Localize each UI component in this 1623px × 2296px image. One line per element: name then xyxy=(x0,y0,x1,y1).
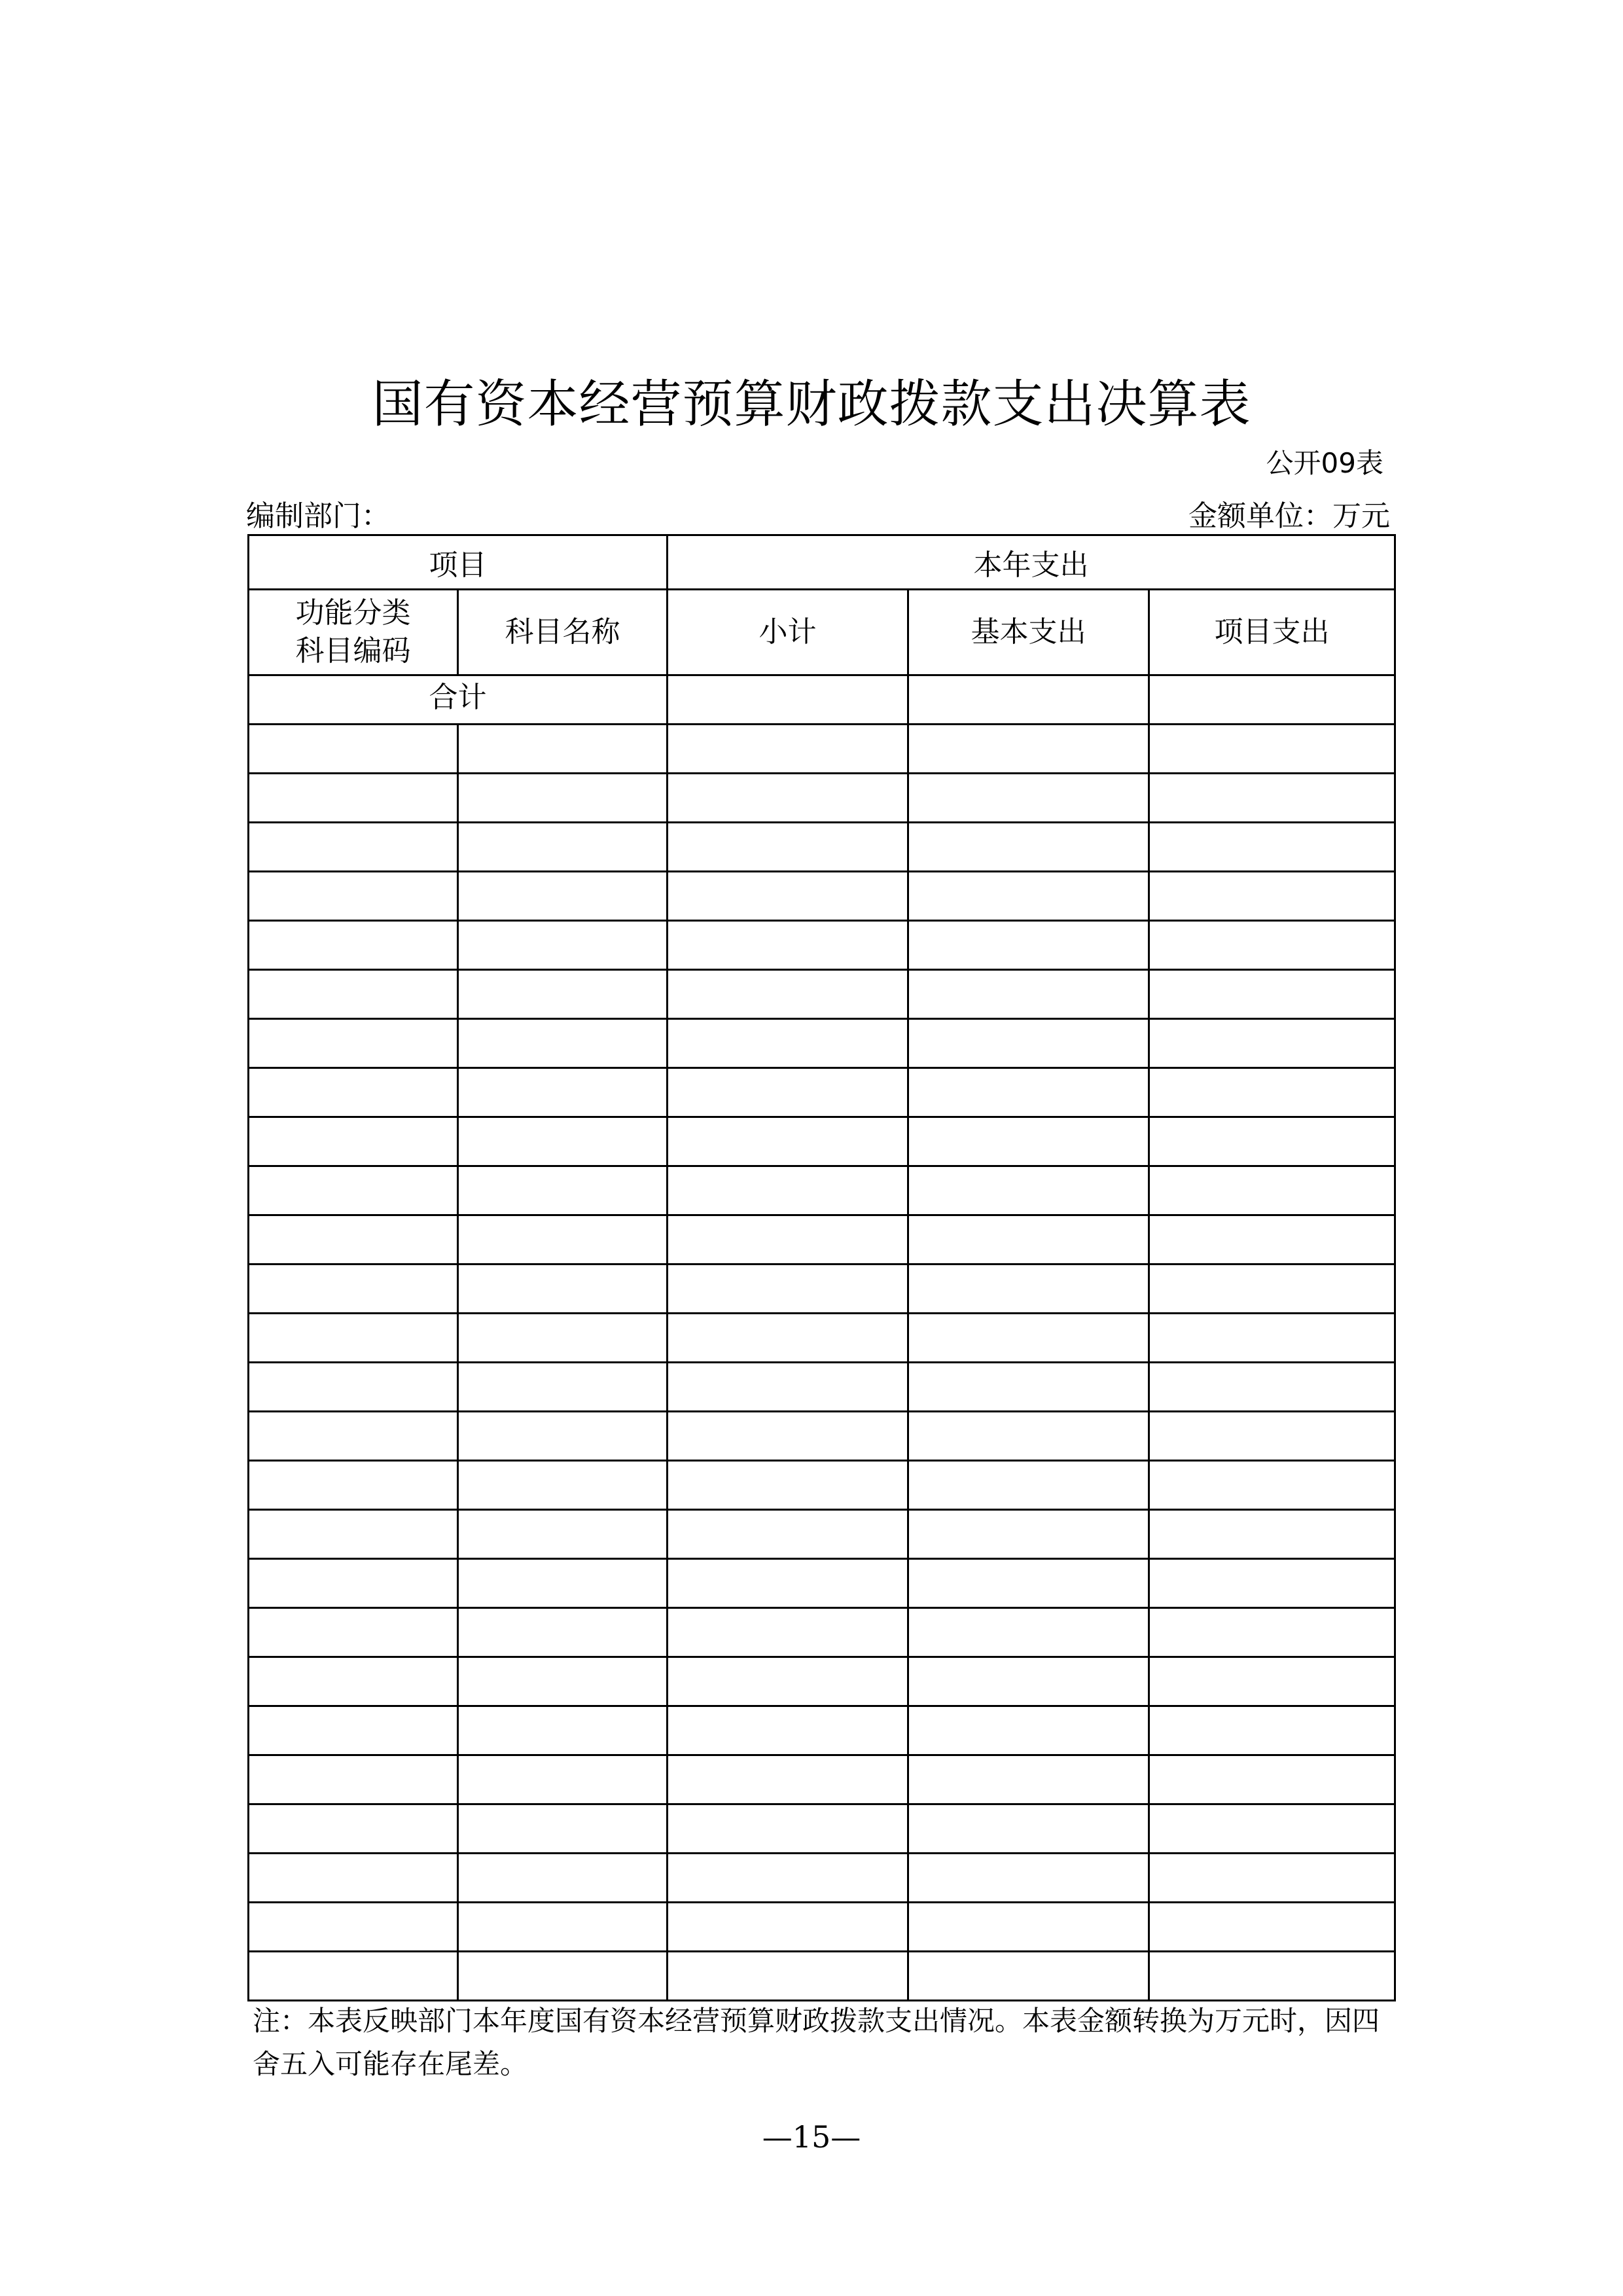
cell-project xyxy=(1149,1461,1395,1510)
table-row xyxy=(249,1314,1395,1363)
cell-project xyxy=(1149,921,1395,970)
cell-code xyxy=(249,1461,458,1510)
cell-project xyxy=(1149,1117,1395,1166)
cell-subtotal xyxy=(668,1461,908,1510)
cell-code xyxy=(249,1068,458,1117)
total-label: 合计 xyxy=(249,675,668,725)
cell-project xyxy=(1149,823,1395,872)
cell-project xyxy=(1149,1804,1395,1854)
table-row xyxy=(249,1854,1395,1903)
table-row xyxy=(249,1510,1395,1559)
cell-code xyxy=(249,1363,458,1412)
table-row xyxy=(249,1657,1395,1706)
cell-subtotal xyxy=(668,1804,908,1854)
table-subheader-row xyxy=(249,590,1395,675)
cell-project xyxy=(1149,1068,1395,1117)
cell-basic xyxy=(908,1510,1149,1559)
table-header-row xyxy=(249,535,1395,590)
cell-subtotal xyxy=(668,1510,908,1559)
table-row xyxy=(249,1363,1395,1412)
cell-code xyxy=(249,921,458,970)
table-row xyxy=(249,1608,1395,1657)
table-row xyxy=(249,1412,1395,1461)
header-item: 项目 xyxy=(249,535,668,590)
expenditure-table xyxy=(247,534,1396,2001)
table-row xyxy=(249,1068,1395,1117)
cell-name xyxy=(458,1510,668,1559)
cell-code xyxy=(249,1117,458,1166)
cell-project xyxy=(1149,1215,1395,1265)
cell-basic xyxy=(908,1363,1149,1412)
cell-code xyxy=(249,1510,458,1559)
total-project-cell xyxy=(1149,675,1395,725)
cell-project xyxy=(1149,1265,1395,1314)
cell-subtotal xyxy=(668,823,908,872)
cell-name xyxy=(458,1117,668,1166)
cell-basic xyxy=(908,970,1149,1019)
cell-project xyxy=(1149,1903,1395,1952)
table-row xyxy=(249,1755,1395,1804)
cell-name xyxy=(458,1755,668,1804)
cell-code xyxy=(249,1166,458,1215)
dept-label: 编制部门： xyxy=(246,499,390,533)
cell-project xyxy=(1149,970,1395,1019)
cell-code xyxy=(249,1706,458,1755)
cell-basic xyxy=(908,1706,1149,1755)
cell-project xyxy=(1149,1706,1395,1755)
cell-code xyxy=(249,1854,458,1903)
cell-subtotal xyxy=(668,1166,908,1215)
cell-subtotal xyxy=(668,1755,908,1804)
cell-project xyxy=(1149,1755,1395,1804)
table-row xyxy=(249,1559,1395,1608)
cell-subtotal xyxy=(668,1657,908,1706)
cell-code xyxy=(249,1608,458,1657)
cell-subtotal xyxy=(668,1215,908,1265)
total-basic-cell xyxy=(908,675,1149,725)
cell-basic xyxy=(908,1755,1149,1804)
cell-subtotal xyxy=(668,1265,908,1314)
cell-code xyxy=(249,1412,458,1461)
table-row xyxy=(249,872,1395,921)
cell-basic xyxy=(908,725,1149,774)
cell-subtotal xyxy=(668,774,908,823)
cell-code xyxy=(249,1903,458,1952)
cell-basic xyxy=(908,1068,1149,1117)
cell-subtotal xyxy=(668,1903,908,1952)
cell-basic xyxy=(908,1215,1149,1265)
table-row xyxy=(249,1804,1395,1854)
cell-project xyxy=(1149,1314,1395,1363)
col-project-expenditure: 项目支出 xyxy=(1149,590,1395,675)
cell-subtotal xyxy=(668,1117,908,1166)
cell-basic xyxy=(908,921,1149,970)
table-row xyxy=(249,725,1395,774)
cell-project xyxy=(1149,1166,1395,1215)
table-row xyxy=(249,1706,1395,1755)
cell-project xyxy=(1149,1657,1395,1706)
cell-project xyxy=(1149,1412,1395,1461)
col-subtotal: 小计 xyxy=(668,590,908,675)
cell-basic xyxy=(908,1461,1149,1510)
table-row xyxy=(249,970,1395,1019)
cell-subtotal xyxy=(668,872,908,921)
table-row xyxy=(249,823,1395,872)
form-code: 公开09表 xyxy=(1266,447,1383,479)
cell-name xyxy=(458,921,668,970)
cell-name xyxy=(458,1166,668,1215)
cell-project xyxy=(1149,1854,1395,1903)
cell-subtotal xyxy=(668,970,908,1019)
cell-name xyxy=(458,1657,668,1706)
col-function-code: 功能分类 科目编码 xyxy=(249,590,458,675)
cell-basic xyxy=(908,823,1149,872)
cell-name xyxy=(458,823,668,872)
cell-subtotal xyxy=(668,1412,908,1461)
cell-basic xyxy=(908,1854,1149,1903)
cell-name xyxy=(458,872,668,921)
cell-code xyxy=(249,1952,458,2001)
footnote: 注：本表反映部门本年度国有资本经营预算财政拨款支出情况。本表金额转换为万元时，因四舍五入可能存在尾差。 xyxy=(253,2005,1380,2080)
cell-code xyxy=(249,1804,458,1854)
cell-name xyxy=(458,1608,668,1657)
col-basic-expenditure: 基本支出 xyxy=(908,590,1149,675)
cell-basic xyxy=(908,872,1149,921)
cell-name xyxy=(458,1019,668,1068)
cell-subtotal xyxy=(668,1608,908,1657)
cell-name xyxy=(458,1412,668,1461)
cell-subtotal xyxy=(668,1559,908,1608)
cell-subtotal xyxy=(668,1019,908,1068)
cell-code xyxy=(249,1019,458,1068)
cell-subtotal xyxy=(668,1314,908,1363)
cell-basic xyxy=(908,774,1149,823)
cell-basic xyxy=(908,1412,1149,1461)
cell-name xyxy=(458,1559,668,1608)
cell-project xyxy=(1149,774,1395,823)
cell-project xyxy=(1149,1019,1395,1068)
header-current-year: 本年支出 xyxy=(668,535,1395,590)
cell-project xyxy=(1149,1952,1395,2001)
cell-subtotal xyxy=(668,921,908,970)
cell-project xyxy=(1149,1608,1395,1657)
cell-code xyxy=(249,1265,458,1314)
page-number: —15— xyxy=(762,2119,861,2155)
cell-name xyxy=(458,1215,668,1265)
cell-project xyxy=(1149,872,1395,921)
cell-name xyxy=(458,1314,668,1363)
cell-name xyxy=(458,1804,668,1854)
cell-basic xyxy=(908,1608,1149,1657)
cell-basic xyxy=(908,1559,1149,1608)
cell-code xyxy=(249,1215,458,1265)
cell-code xyxy=(249,970,458,1019)
table-row xyxy=(249,1166,1395,1215)
cell-subtotal xyxy=(668,1952,908,2001)
cell-basic xyxy=(908,1265,1149,1314)
table-row xyxy=(249,1903,1395,1952)
cell-code xyxy=(249,872,458,921)
table-row xyxy=(249,1019,1395,1068)
cell-subtotal xyxy=(668,1706,908,1755)
cell-name xyxy=(458,1854,668,1903)
cell-basic xyxy=(908,1657,1149,1706)
cell-code xyxy=(249,725,458,774)
cell-project xyxy=(1149,1363,1395,1412)
cell-subtotal xyxy=(668,725,908,774)
total-row xyxy=(249,675,1395,725)
table-row xyxy=(249,921,1395,970)
cell-name xyxy=(458,1363,668,1412)
table-row xyxy=(249,1952,1395,2001)
cell-name xyxy=(458,1706,668,1755)
cell-name xyxy=(458,1903,668,1952)
unit-label: 金额单位：万元 xyxy=(1188,499,1390,533)
cell-project xyxy=(1149,1559,1395,1608)
cell-name xyxy=(458,774,668,823)
cell-basic xyxy=(908,1903,1149,1952)
cell-subtotal xyxy=(668,1068,908,1117)
cell-name xyxy=(458,970,668,1019)
table-row xyxy=(249,1117,1395,1166)
table-row xyxy=(249,1461,1395,1510)
cell-subtotal xyxy=(668,1854,908,1903)
cell-subtotal xyxy=(668,1363,908,1412)
cell-code xyxy=(249,774,458,823)
table-row xyxy=(249,774,1395,823)
cell-basic xyxy=(908,1952,1149,2001)
total-subtotal-cell xyxy=(668,675,908,725)
cell-code xyxy=(249,1755,458,1804)
cell-name xyxy=(458,725,668,774)
cell-code xyxy=(249,1657,458,1706)
cell-basic xyxy=(908,1019,1149,1068)
cell-basic xyxy=(908,1804,1149,1854)
cell-basic xyxy=(908,1314,1149,1363)
cell-code xyxy=(249,1314,458,1363)
cell-name xyxy=(458,1952,668,2001)
table-row xyxy=(249,1265,1395,1314)
cell-code xyxy=(249,823,458,872)
table-row xyxy=(249,1215,1395,1265)
cell-code xyxy=(249,1559,458,1608)
cell-project xyxy=(1149,725,1395,774)
cell-basic xyxy=(908,1117,1149,1166)
cell-name xyxy=(458,1265,668,1314)
cell-basic xyxy=(908,1166,1149,1215)
cell-name xyxy=(458,1461,668,1510)
cell-project xyxy=(1149,1510,1395,1559)
cell-name xyxy=(458,1068,668,1117)
col-subject-name: 科目名称 xyxy=(458,590,668,675)
page-title: 国有资本经营预算财政拨款支出决算表 xyxy=(372,375,1251,434)
